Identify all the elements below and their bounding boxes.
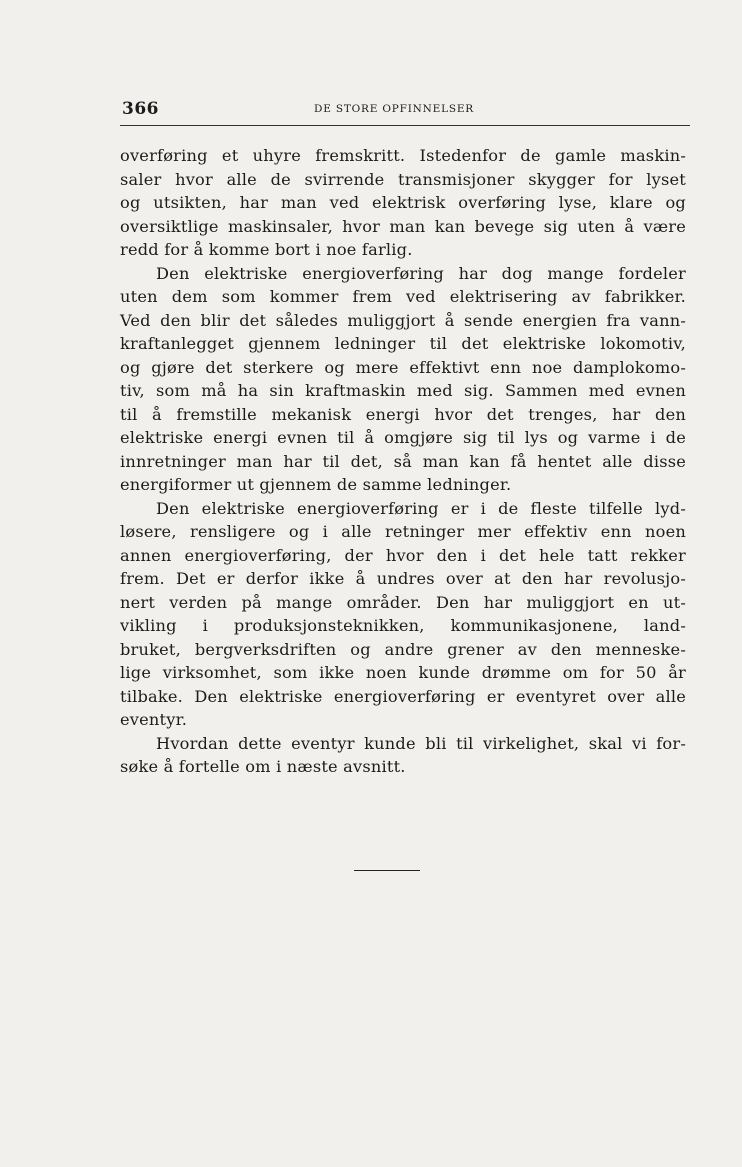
text-line: Ved den blir det således muliggjort å sende energien fra vann- (120, 310, 686, 330)
text-line: tilbake. Den elektriske energioverføring er eventyret over alle (120, 686, 686, 706)
text-line: eventyr. (120, 710, 188, 729)
section-end-rule (354, 870, 420, 871)
page-number: 366 (122, 99, 159, 119)
text-line: tiv, som må ha sin kraftmaskin med sig. Sammen med evnen (120, 381, 686, 400)
text-line: saler hvor alle de svirrende transmisjoner skygger for lyset (120, 169, 686, 189)
text-line: til å fremstille mekanisk energi hvor det trenges, har den (120, 404, 686, 424)
text-line: lige virksomhet, som ikke noen kunde drømme om for 50 år (120, 663, 686, 682)
text-line: Den elektriske energioverføring har dog mange fordeler (156, 263, 686, 283)
text-line: uten dem som kommer frem ved elektrisering av fabrikker. (120, 287, 686, 306)
text-line: oversiktlige maskinsaler, hvor man kan bevege sig uten å være (120, 216, 686, 236)
text-line: kraftanlegget gjennem ledninger til det elektriske lokomotiv, (120, 334, 686, 353)
text-line: innretninger man har til det, så man kan få hentet alle disse (120, 451, 686, 471)
text-line: søke å fortelle om i næste avsnitt. (120, 757, 406, 776)
body-text (120, 144, 686, 779)
text-line: nert verden på mange områder. Den har muliggjort en ut- (120, 592, 686, 612)
text-line: løsere, rensligere og i alle retninger mer effektiv enn noen (120, 522, 686, 541)
text-line: overføring et uhyre fremskritt. Istedenfor de gamle maskin- (120, 146, 686, 165)
text-line: Den elektriske energioverføring er i de fleste tilfelle lyd- (156, 498, 686, 518)
text-line: redd for å komme bort i noe farlig. (120, 240, 413, 259)
text-line: bruket, bergverksdriften og andre grener av den menneske- (120, 639, 686, 659)
running-head (120, 97, 690, 121)
text-line: vikling i produksjonsteknikken, kommunikasjonene, land- (120, 616, 686, 635)
text-line: og utsikten, har man ved elektrisk overføring lyse, klare og (120, 193, 686, 212)
running-title: DE STORE OPFINNELSER (314, 103, 475, 115)
text-line: og gjøre det sterkere og mere effektivt enn noe damplokomo- (120, 357, 686, 377)
text-line: elektriske energi evnen til å omgjøre sig til lys og varme i de (120, 428, 686, 447)
text-line: energiformer ut gjennem de samme ledninger. (120, 475, 512, 494)
text-line: annen energioverføring, der hvor den i det hele tatt rekker (120, 545, 686, 565)
header-divider (120, 125, 690, 126)
text-line: Hvordan dette eventyr kunde bli til virkelighet, skal vi for- (156, 733, 686, 753)
text-line: frem. Det er derfor ikke å undres over at den har revolusjo- (120, 569, 686, 588)
